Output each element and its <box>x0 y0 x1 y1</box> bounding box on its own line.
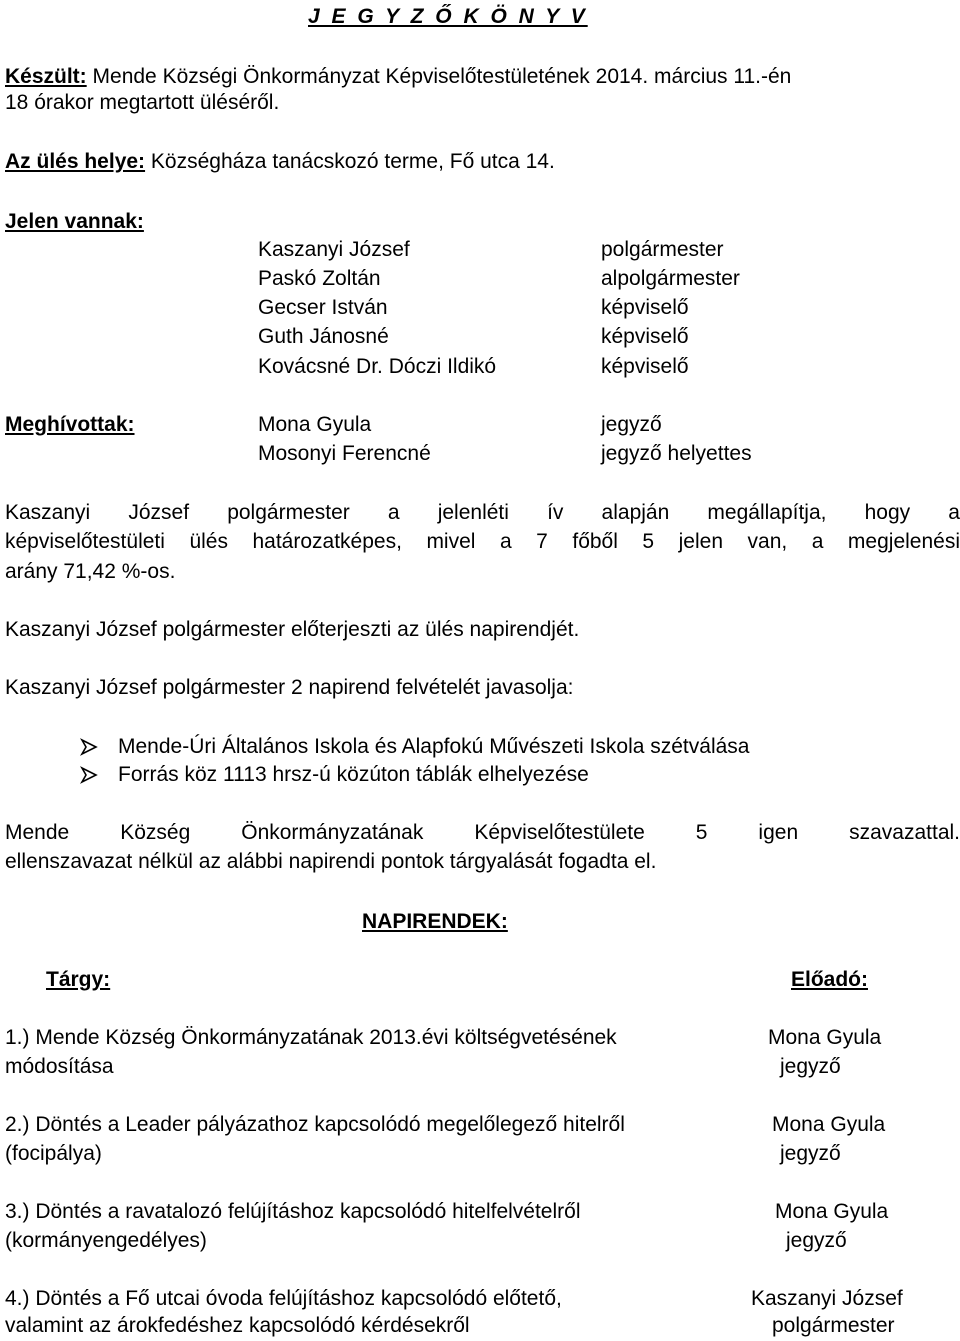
agenda-item-presenter: Mona Gyula <box>772 1113 886 1136</box>
agenda-item-presenter-role: jegyző <box>780 1142 841 1165</box>
place-text: Községháza tanácskozó terme, Fő utca 14. <box>150 150 555 173</box>
agenda-item-presenter: Kaszanyi József <box>751 1287 903 1310</box>
keszult-line-1 <box>5 66 791 87</box>
attendee-role: polgármester <box>601 238 724 261</box>
attendee-name: Gecser István <box>258 296 388 319</box>
agenda-item-presenter: Mona Gyula <box>768 1026 882 1049</box>
attendees-label: Jelen vannak: <box>5 210 144 233</box>
proposal-paragraph: Kaszanyi József polgármester 2 napirend felvételét javasolja: <box>5 676 574 699</box>
presenter-column-header: Előadó: <box>791 968 868 991</box>
bullet-item: Mende-Úri Általános Iskola és Alapfokú Művészeti Iskola szétválása <box>118 735 750 758</box>
document-title: J E G Y Z Ő K Ö N Y V <box>308 5 588 28</box>
keszult-label: Készült: <box>5 65 87 88</box>
invitee-role: jegyző <box>601 413 662 436</box>
keszult-line-2: 18 órakor megtartott üléséről. <box>5 91 280 114</box>
agenda-item-subject: 3.) Döntés a ravatalozó felújításhoz kapcsolódó hitelfelvételről <box>5 1200 581 1223</box>
agenda-item-presenter-role: jegyző <box>780 1055 841 1078</box>
invitees-label: Meghívottak: <box>5 413 135 436</box>
invitee-name: Mona Gyula <box>258 413 372 436</box>
agenda-item-subject-cont: valamint az árokfedéshez kapcsolódó kérdésekről <box>5 1314 470 1337</box>
arrow-bullet-icon <box>80 766 98 784</box>
agenda-item-subject: 4.) Döntés a Fő utcai óvoda felújításhoz kapcsolódó előtető, <box>5 1287 562 1310</box>
attendee-name: Paskó Zoltán <box>258 267 381 290</box>
agenda-item-subject-cont: (focipálya) <box>5 1142 102 1165</box>
agenda-item-subject-cont: (kormányengedélyes) <box>5 1229 207 1252</box>
quorum-paragraph-line-3: arány 71,42 %-os. <box>5 560 176 583</box>
resolution-paragraph-line-1: Mende Község Önkormányzatának Képviselőtestülete 5 igen szavazattal. <box>5 821 960 844</box>
invitee-name: Mosonyi Ferencné <box>258 442 431 465</box>
agenda-heading: NAPIRENDEK: <box>362 910 508 933</box>
attendee-role: alpolgármester <box>601 267 740 290</box>
keszult-text: Mende Községi Önkormányzat Képviselőtestületének 2014. március 11.-én <box>92 65 792 88</box>
agenda-item-presenter-role: polgármester <box>772 1314 895 1337</box>
arrow-bullet-icon <box>80 738 98 756</box>
agenda-item-subject: 2.) Döntés a Leader pályázathoz kapcsolódó megelőlegező hitelről <box>5 1113 625 1136</box>
agenda-item-presenter: Mona Gyula <box>775 1200 889 1223</box>
invitee-role: jegyző helyettes <box>601 442 752 465</box>
bullet-item: Forrás köz 1113 hrsz-ú közúton táblák elhelyezése <box>118 763 589 786</box>
agenda-item-presenter-role: jegyző <box>786 1229 847 1252</box>
attendee-name: Guth Jánosné <box>258 325 389 348</box>
quorum-paragraph-line-1: Kaszanyi József polgármester a jelenléti ív alapján megállapítja, hogy a <box>5 501 960 524</box>
agenda-intro-paragraph: Kaszanyi József polgármester előterjeszti az ülés napirendjét. <box>5 618 580 641</box>
place-label: Az ülés helye: <box>5 150 146 173</box>
quorum-paragraph-line-2: képviselőtestületi ülés határozatképes, mivel a 7 főből 5 jelen van, a megjelenési <box>5 530 960 553</box>
attendee-role: képviselő <box>601 325 689 348</box>
meeting-place <box>5 151 555 172</box>
attendee-name: Kovácsné Dr. Dóczi Ildikó <box>258 355 497 378</box>
attendee-role: képviselő <box>601 296 689 319</box>
agenda-item-subject: 1.) Mende Község Önkormányzatának 2013.évi költségvetésének <box>5 1026 617 1049</box>
attendee-name: Kaszanyi József <box>258 238 410 261</box>
subject-column-header: Tárgy: <box>46 968 111 991</box>
resolution-paragraph-line-2: ellenszavazat nélkül az alábbi napirendi pontok tárgyalását fogadta el. <box>5 850 657 873</box>
agenda-item-subject-cont: módosítása <box>5 1055 114 1078</box>
attendee-role: képviselő <box>601 355 689 378</box>
